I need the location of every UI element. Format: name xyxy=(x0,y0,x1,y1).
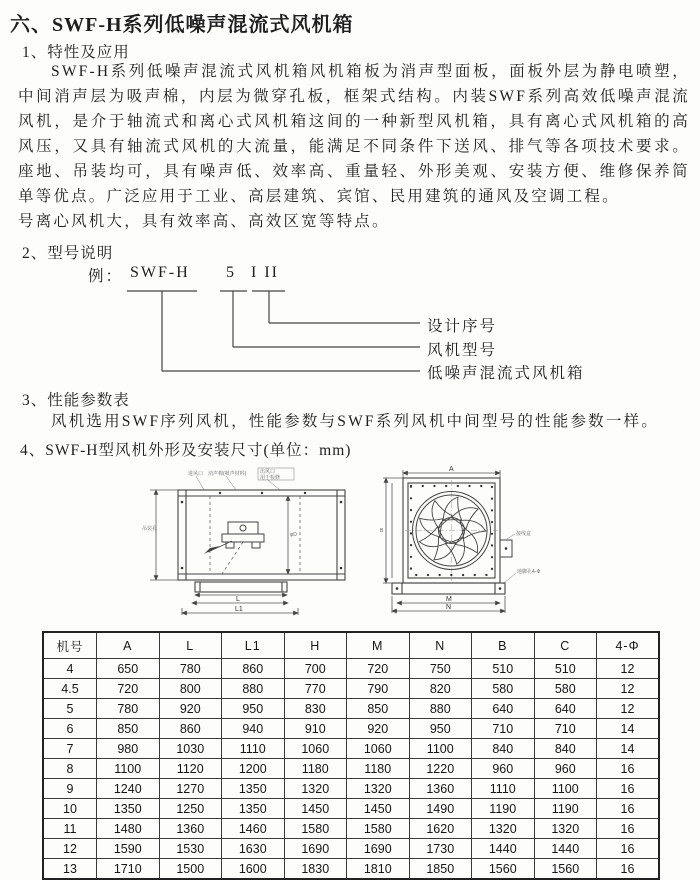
table-header-row xyxy=(43,632,659,659)
table-cell: 1690 xyxy=(347,839,410,859)
table-cell: 1440 xyxy=(534,839,597,859)
table-cell: 1110 xyxy=(222,739,285,759)
table-cell: 780 xyxy=(159,659,222,679)
dim-N-label: N xyxy=(446,604,452,611)
outlet-label: 出风口 xyxy=(260,469,276,475)
table-row xyxy=(43,719,659,739)
model-series-code: SWF-H xyxy=(130,264,190,281)
table-cell: 860 xyxy=(159,719,222,739)
table-cell: 1830 xyxy=(284,859,347,880)
table-cell: 13 xyxy=(43,859,97,880)
table-cell: 950 xyxy=(222,699,285,719)
table-cell: 12 xyxy=(43,839,97,859)
table-header-cell: H xyxy=(284,632,347,659)
table-row xyxy=(43,659,659,679)
table-cell: 920 xyxy=(347,719,410,739)
table-cell: 16 xyxy=(597,819,660,839)
table-cell: 710 xyxy=(472,719,535,739)
dim-A-label: A xyxy=(449,466,454,473)
section3-note-text: 风机选用SWF序列风机，性能参数与SWF系列风机中间型号的性能参数一样。 xyxy=(51,413,659,430)
inlet-label: 进风口 xyxy=(188,471,204,477)
table-cell: 1620 xyxy=(409,819,472,839)
section4-heading: 4、SWF-H型风机外形及安装尺寸(单位：mm) xyxy=(20,442,352,459)
table-cell: 710 xyxy=(534,719,597,739)
hanger-hole-label: 吊装孔 xyxy=(142,526,158,532)
table-cell: 510 xyxy=(472,659,535,679)
table-cell: 1810 xyxy=(347,859,410,880)
table-cell: 1360 xyxy=(159,819,222,839)
section1-paragraph: SWF-H系列低噪声混流式风机箱风机箱板为消声型面板，面板外层为静电喷塑，中间消声层为吸声棉，内层为微穿孔板，框架式结构。内装SWF系列高效低噪声混流风机，是介于轴流式和离心式风机箱这间的一种新型风机箱，具有离心式风机箱的高风压，又具有轴流式风机的大流量，能满足不同条件下送风、排气等各项技术要求。座地、吊装均可，具有噪声低、效率高、重量轻、外形美观、安装方便、维修保养简单等优点。广泛应用于工业、高层建筑、宾馆、民用建筑的通风及空调工程。 xyxy=(18,63,690,205)
table-cell: 1730 xyxy=(409,839,472,859)
table-cell: 1060 xyxy=(347,739,410,759)
table-cell: 4.5 xyxy=(43,679,97,699)
table-cell: 1560 xyxy=(534,859,597,880)
section1-extra-line: 号离心风机大，具有效率高、高效区宽等特点。 xyxy=(18,213,390,230)
service-label: 用于检修 xyxy=(260,475,281,481)
table-cell: 1180 xyxy=(284,759,347,779)
table-cell: 1440 xyxy=(472,839,535,859)
table-header-cell: 4-Φ xyxy=(597,632,660,659)
table-header-cell: A xyxy=(97,632,160,659)
table-cell: 16 xyxy=(597,859,660,880)
model-label-fan-model: 风机型号 xyxy=(427,342,498,359)
table-cell: 11 xyxy=(43,819,97,839)
table-cell: 16 xyxy=(597,799,660,819)
table-cell: 1710 xyxy=(97,859,160,880)
table-cell: 16 xyxy=(597,839,660,859)
table-cell: 16 xyxy=(597,759,660,779)
table-cell: 580 xyxy=(472,679,535,699)
table-cell: 12 xyxy=(597,679,660,699)
table-row xyxy=(43,679,659,699)
table-row xyxy=(43,839,659,859)
model-label-box-name: 低噪声混流式风机箱 xyxy=(427,365,585,382)
section3-heading: 3、性能参数表 xyxy=(22,392,130,409)
dimension-table-wrap xyxy=(42,631,660,880)
acoustic-lining-label: 消声棉(吸声材料) xyxy=(208,471,247,477)
dim-B-label: B xyxy=(380,528,384,534)
section3-note xyxy=(18,409,690,434)
table-header-cell: L1 xyxy=(222,632,285,659)
table-cell: 9 xyxy=(43,779,97,799)
table-cell: 1350 xyxy=(222,799,285,819)
junction-box-label: 接线盒 xyxy=(516,531,532,537)
table-cell: 1180 xyxy=(347,759,410,779)
table-cell: 910 xyxy=(284,719,347,739)
table-cell: 16 xyxy=(597,779,660,799)
table-cell: 1190 xyxy=(472,799,535,819)
table-cell: 1500 xyxy=(159,859,222,880)
anchor-holes-label: 地脚孔4-Φ xyxy=(517,569,541,575)
table-cell: 640 xyxy=(472,699,535,719)
page-title: 六、SWF-H系列低噪声混流式风机箱 xyxy=(10,14,354,36)
dim-M-label: M xyxy=(446,596,452,603)
table-cell: 920 xyxy=(159,699,222,719)
table-cell: 10 xyxy=(43,799,97,819)
table-cell: 640 xyxy=(534,699,597,719)
table-cell: 940 xyxy=(222,719,285,739)
table-cell: 1320 xyxy=(284,779,347,799)
table-header-cell: M xyxy=(347,632,410,659)
table-cell: 960 xyxy=(534,759,597,779)
table-cell: 1200 xyxy=(222,759,285,779)
table-cell: 880 xyxy=(409,699,472,719)
table-cell: 650 xyxy=(97,659,160,679)
dim-phiD-label: φD xyxy=(290,532,297,538)
model-example-prefix: 例： xyxy=(88,268,124,285)
table-cell: 12 xyxy=(597,699,660,719)
table-cell: 850 xyxy=(97,719,160,739)
table-cell: 1850 xyxy=(409,859,472,880)
table-cell: 1350 xyxy=(97,799,160,819)
table-cell: 6 xyxy=(43,719,97,739)
table-cell: 860 xyxy=(222,659,285,679)
table-cell: 1030 xyxy=(159,739,222,759)
dim-L-label: L xyxy=(236,596,240,603)
table-cell: 1690 xyxy=(284,839,347,859)
side-view-drawing xyxy=(140,462,390,630)
model-size-code: 5 xyxy=(226,264,236,281)
section2-heading: 2、型号说明 xyxy=(22,245,114,262)
table-cell: 780 xyxy=(97,699,160,719)
table-cell: 950 xyxy=(409,719,472,739)
table-cell: 1580 xyxy=(347,819,410,839)
table-row xyxy=(43,819,659,839)
table-cell: 840 xyxy=(472,739,535,759)
table-cell: 1060 xyxy=(284,739,347,759)
table-cell: 1580 xyxy=(284,819,347,839)
table-cell: 1530 xyxy=(159,839,222,859)
table-header-cell: 机号 xyxy=(43,632,97,659)
table-cell: 1100 xyxy=(534,779,597,799)
table-cell: 5 xyxy=(43,699,97,719)
table-row xyxy=(43,759,659,779)
table-row xyxy=(43,699,659,719)
table-cell: 1490 xyxy=(409,799,472,819)
table-cell: 1460 xyxy=(222,819,285,839)
table-cell: 4 xyxy=(43,659,97,679)
table-cell: 1100 xyxy=(409,739,472,759)
table-cell: 960 xyxy=(472,759,535,779)
table-cell: 1600 xyxy=(222,859,285,880)
table-cell: 12 xyxy=(597,659,660,679)
table-cell: 1450 xyxy=(347,799,410,819)
table-cell: 1560 xyxy=(472,859,535,880)
table-cell: 1320 xyxy=(347,779,410,799)
table-row xyxy=(43,779,659,799)
table-cell: 8 xyxy=(43,759,97,779)
table-cell: 1110 xyxy=(472,779,535,799)
table-cell: 880 xyxy=(222,679,285,699)
table-cell: 980 xyxy=(97,739,160,759)
table-cell: 1250 xyxy=(159,799,222,819)
dimension-table xyxy=(42,631,660,880)
table-cell: 700 xyxy=(284,659,347,679)
table-cell: 1320 xyxy=(534,819,597,839)
table-header-cell: N xyxy=(409,632,472,659)
table-cell: 1270 xyxy=(159,779,222,799)
section1-heading: 1、特性及应用 xyxy=(22,44,130,61)
table-header-cell: C xyxy=(534,632,597,659)
table-cell: 7 xyxy=(43,739,97,759)
table-cell: 1220 xyxy=(409,759,472,779)
table-row xyxy=(43,859,659,880)
table-cell: 720 xyxy=(97,679,160,699)
table-cell: 14 xyxy=(597,739,660,759)
front-view-drawing xyxy=(380,462,630,630)
table-cell: 1450 xyxy=(284,799,347,819)
table-cell: 580 xyxy=(534,679,597,699)
table-cell: 1350 xyxy=(222,779,285,799)
table-cell: 830 xyxy=(284,699,347,719)
table-cell: 1360 xyxy=(409,779,472,799)
section1-body xyxy=(18,59,690,234)
table-cell: 720 xyxy=(347,659,410,679)
table-cell: 1630 xyxy=(222,839,285,859)
table-header-cell: B xyxy=(472,632,535,659)
table-cell: 800 xyxy=(159,679,222,699)
table-cell: 1590 xyxy=(97,839,160,859)
model-design-code: I II xyxy=(251,264,279,281)
table-cell: 1100 xyxy=(97,759,160,779)
table-cell: 1480 xyxy=(97,819,160,839)
table-cell: 1120 xyxy=(159,759,222,779)
table-row xyxy=(43,799,659,819)
table-cell: 790 xyxy=(347,679,410,699)
table-cell: 1320 xyxy=(472,819,535,839)
table-header-cell: L xyxy=(159,632,222,659)
table-cell: 1190 xyxy=(534,799,597,819)
table-cell: 510 xyxy=(534,659,597,679)
table-row xyxy=(43,739,659,759)
model-label-design-serial: 设计序号 xyxy=(427,318,498,335)
dim-L1-label: L1 xyxy=(235,606,243,613)
table-cell: 840 xyxy=(534,739,597,759)
table-cell: 750 xyxy=(409,659,472,679)
table-cell: 14 xyxy=(597,719,660,739)
table-cell: 820 xyxy=(409,679,472,699)
table-cell: 1240 xyxy=(97,779,160,799)
table-cell: 850 xyxy=(347,699,410,719)
table-cell: 770 xyxy=(284,679,347,699)
